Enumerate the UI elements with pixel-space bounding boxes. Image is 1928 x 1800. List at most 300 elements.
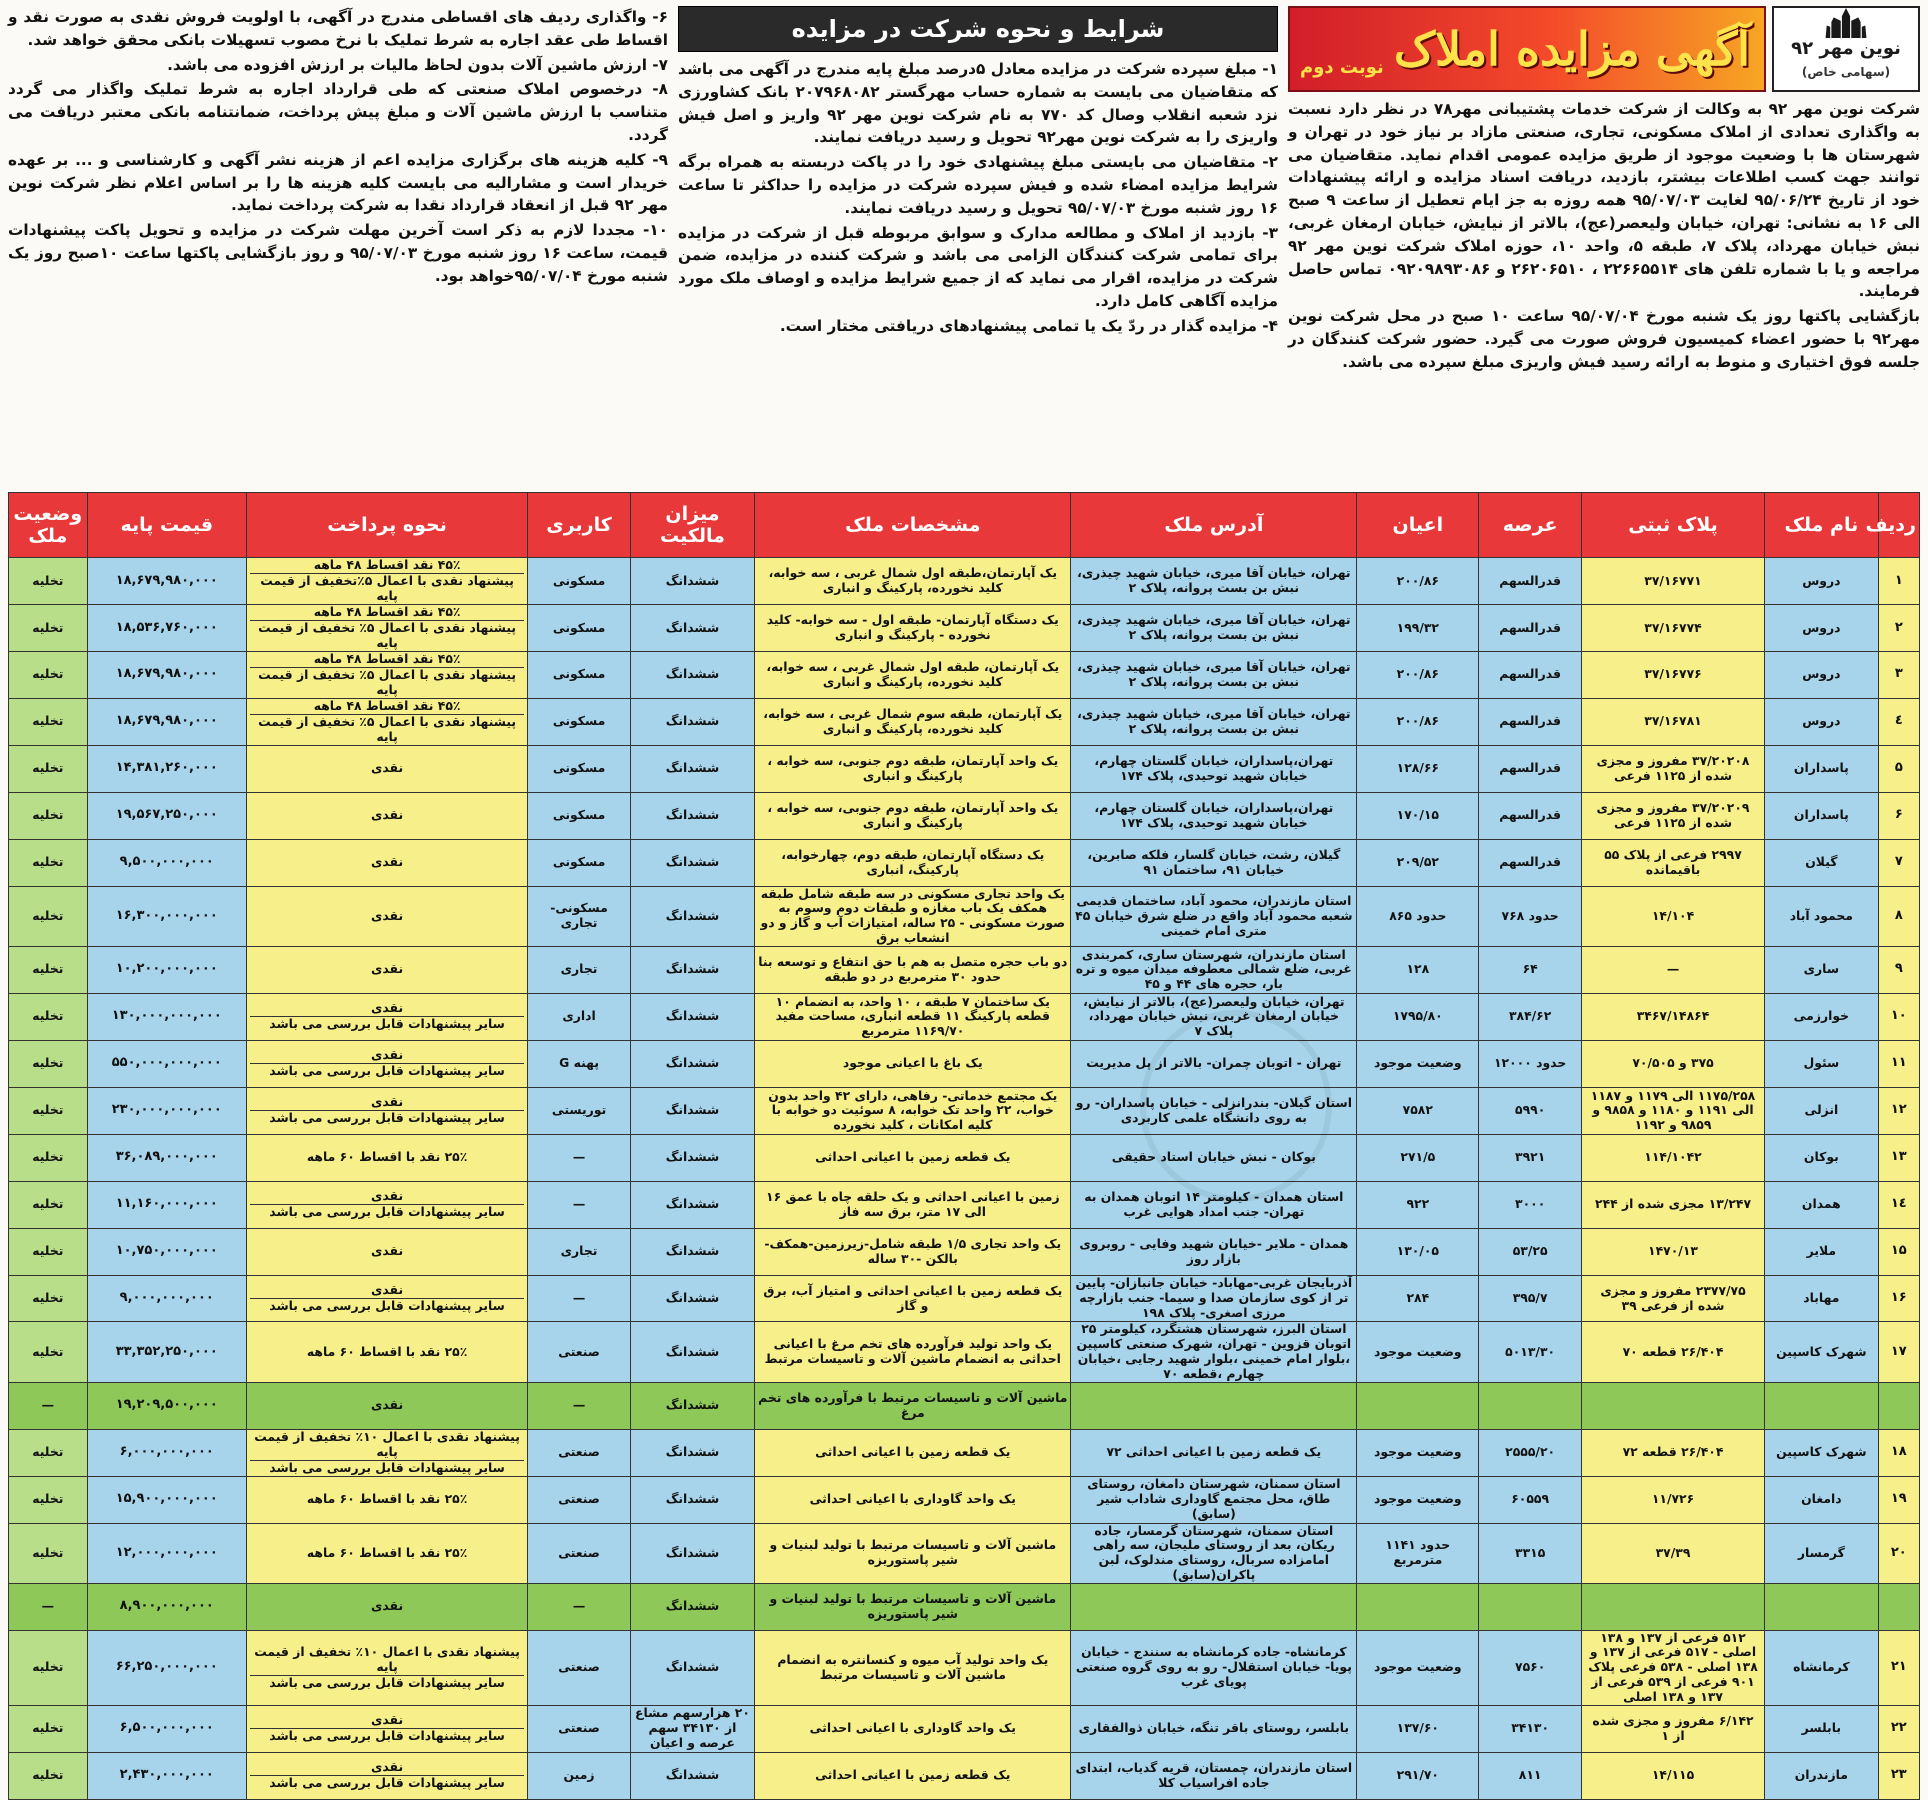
- payment-method: [246, 1583, 527, 1630]
- property-specs: یک مجتمع خدماتی- رفاهی، دارای ۴۲ واحد بدون خواب، ۲۲ واحد تک خوابه، ۸ سوئیت دو خوابه با کلیه امکانات ، کلید نخورده: [755, 1087, 1071, 1134]
- property-address: بوکان - نبش خیابان استاد حقیقی: [1071, 1134, 1357, 1181]
- payment-line: نقدی: [371, 807, 404, 823]
- base-price: ۱۸,۶۷۹,۹۸۰,۰۰۰: [87, 651, 246, 698]
- property-use: پهنه G: [528, 1040, 631, 1087]
- payment-line: پیشنهاد نقدی با اعمال ۵٪ تخفیف از قیمت پایه: [250, 714, 524, 745]
- payment-lines: [250, 1492, 524, 1507]
- payment-line: سایر پیشنهادات قابل بررسی می باشد: [250, 1298, 524, 1314]
- table-row: [9, 604, 1920, 651]
- property-status: —: [9, 1382, 88, 1429]
- table-row: [9, 1752, 1920, 1799]
- payment-method: [246, 993, 527, 1040]
- column-header: اعیان: [1357, 493, 1479, 558]
- building-area: وضعیت موجود: [1357, 1429, 1479, 1476]
- property-address: [1071, 1382, 1357, 1429]
- land-area: ۳۴۱۳۰: [1479, 1705, 1582, 1752]
- table-row: [9, 558, 1920, 605]
- building-area: وضعیت موجود: [1357, 1322, 1479, 1382]
- conditions-column: [678, 6, 1278, 486]
- column-header: ردیف: [1878, 493, 1919, 558]
- table-row: [9, 1630, 1920, 1705]
- property-status: تخلیه: [9, 1181, 88, 1228]
- payment-method: [246, 558, 527, 605]
- property-specs: یک واحد تولید فرآورده های تخم مرغ با اعیانی احداثی به انضمام ماشین آلات و تاسیسات مرتبط: [755, 1322, 1071, 1382]
- payment-line: پیشنهاد نقدی با اعمال ۱۰٪ تخفیف از قیمت پایه: [254, 1643, 520, 1674]
- building-area: ۱۲۸/۶۶: [1357, 745, 1479, 792]
- property-address: همدان - ملایر -خیابان شهید وفایی - روبروی بازار روز: [1071, 1228, 1357, 1275]
- property-status: تخلیه: [9, 745, 88, 792]
- registration-plate: ۳۷/۱۶۷۷۱: [1581, 558, 1764, 605]
- property-name: ساری: [1765, 946, 1878, 993]
- base-price: ۱۸,۵۳۶,۷۶۰,۰۰۰: [87, 604, 246, 651]
- base-price: ۱۸,۶۷۹,۹۸۰,۰۰۰: [87, 558, 246, 605]
- payment-line: سایر پیشنهادات قابل بررسی می باشد: [250, 1063, 524, 1079]
- column-header: آدرس ملک: [1071, 493, 1357, 558]
- column-header: پلاک ثبتی: [1581, 493, 1764, 558]
- property-address: استان گیلان- بندرانزلی - خیابان پاسداران- رو به روی دانشگاه علمی کاربردی: [1071, 1087, 1357, 1134]
- building-area: حدود ۱۱۴۱ مترمربع: [1357, 1523, 1479, 1583]
- land-area: ۲۵۵۵/۲۰: [1479, 1429, 1582, 1476]
- payment-method: [246, 1429, 527, 1476]
- ownership-share: ششدانگ: [630, 1228, 754, 1275]
- property-specs: یک قطعه زمین با اعیانی احداثی: [755, 1134, 1071, 1181]
- payment-method: [246, 1181, 527, 1228]
- property-status: تخلیه: [9, 886, 88, 946]
- ad-round: نوبت دوم: [1300, 57, 1384, 79]
- column-header: نام ملک: [1765, 493, 1878, 558]
- ownership-share: ششدانگ: [630, 558, 754, 605]
- property-name: گیلان: [1765, 839, 1878, 886]
- row-number: ٤: [1878, 698, 1919, 745]
- column-header: مشخصات ملک: [755, 493, 1071, 558]
- land-area: قدرالسهم: [1479, 839, 1582, 886]
- registration-plate: ۱۴/۱۱۵: [1581, 1752, 1764, 1799]
- title-bar: [1288, 6, 1920, 92]
- property-use: —: [528, 1181, 631, 1228]
- property-use: —: [528, 1382, 631, 1429]
- payment-line: سایر پیشنهادات قابل بررسی می باشد: [250, 1460, 524, 1476]
- ownership-share: ششدانگ: [630, 1181, 754, 1228]
- payment-line: پیشنهاد نقدی با اعمال ۵٪ تخفیف از قیمت پایه: [250, 620, 524, 651]
- ownership-share: ششدانگ: [630, 946, 754, 993]
- payment-method: [246, 946, 527, 993]
- base-price: ۱۳۰,۰۰۰,۰۰۰,۰۰۰: [87, 993, 246, 1040]
- property-address: استان البرز، شهرستان هشتگرد، کیلومتر ۲۵ اتوبان قزوین - تهران، شهرک صنعتی کاسپین ،بلوار امام خمینی ،بلوار شهید رجایی ،خیابان چهارم ،قطعه ۷۰: [1071, 1322, 1357, 1382]
- payment-lines: [250, 558, 524, 603]
- base-price: ۶۶,۲۵۰,۰۰۰,۰۰۰: [87, 1630, 246, 1705]
- payment-lines: [250, 761, 524, 776]
- base-price: ۵۵۰,۰۰۰,۰۰۰,۰۰۰: [87, 1040, 246, 1087]
- payment-lines: [250, 1095, 524, 1126]
- building-area: ۲۰۰/۸۶: [1357, 558, 1479, 605]
- land-area: ۶۰۵۵۹: [1479, 1476, 1582, 1523]
- company-logo: [1772, 6, 1920, 92]
- conditions-column-continued: [8, 6, 668, 486]
- property-use: مسکونی: [528, 745, 631, 792]
- land-area: [1479, 1382, 1582, 1429]
- property-status: تخلیه: [9, 558, 88, 605]
- payment-method: [246, 1087, 527, 1134]
- property-status: تخلیه: [9, 1630, 88, 1705]
- payment-line: نقدی: [371, 1397, 404, 1413]
- payment-lines: [250, 1760, 524, 1791]
- property-use: زمین: [528, 1752, 631, 1799]
- property-name: محمود آباد: [1765, 886, 1878, 946]
- payment-method: [246, 1523, 527, 1583]
- property-address: تهران، خیابان آقا میری، خیابان شهید چیذری، نبش بن بست پروانه، پلاک ۲: [1071, 558, 1357, 605]
- payment-line: ۲۵٪ نقد با اقساط ۶۰ ماهه: [306, 1544, 468, 1560]
- property-use: صنعتی: [528, 1523, 631, 1583]
- table-row: [9, 698, 1920, 745]
- base-price: ۱۰,۷۵۰,۰۰۰,۰۰۰: [87, 1228, 246, 1275]
- land-area: [1479, 1583, 1582, 1630]
- ownership-share: ششدانگ: [630, 1630, 754, 1705]
- building-area: وضعیت موجود: [1357, 1476, 1479, 1523]
- property-specs: ماشین آلات و تاسیسات مرتبط با تولید لبنیات و شیر پاستوریزه: [755, 1523, 1071, 1583]
- registration-plate: ۱۴۷۰/۱۳: [1581, 1228, 1764, 1275]
- payment-lines: [250, 1713, 524, 1744]
- building-area: ۲۸۴: [1357, 1275, 1479, 1322]
- ad-top-section: [8, 6, 1920, 486]
- table-row: [9, 886, 1920, 946]
- property-status: تخلیه: [9, 946, 88, 993]
- property-specs: یک واحد آپارتمان، طبقه دوم جنوبی، سه خوابه ، پارکینگ و انباری: [755, 792, 1071, 839]
- row-number: ۲۱: [1878, 1630, 1919, 1705]
- property-use: مسکونی: [528, 558, 631, 605]
- property-address: تهران،پاسداران، خیابان گلستان چهارم، خیابان شهید توحیدی، پلاک ۱۷۴: [1071, 745, 1357, 792]
- land-area: ۵۳/۲۵: [1479, 1228, 1582, 1275]
- property-use: توریستی: [528, 1087, 631, 1134]
- payment-method: [246, 1752, 527, 1799]
- registration-plate: ۳۷/۱۶۷۸۱: [1581, 698, 1764, 745]
- row-number: ۱۲: [1878, 1087, 1919, 1134]
- payment-lines: [250, 1001, 524, 1032]
- row-number: ۱۹: [1878, 1476, 1919, 1523]
- registration-plate: ۳۷/۱۶۷۷۴: [1581, 604, 1764, 651]
- property-address: تهران،پاسداران، خیابان گلستان چهارم، خیابان شهید توحیدی، پلاک ۱۷۴: [1071, 792, 1357, 839]
- table-row: [9, 1228, 1920, 1275]
- row-number: ۱۱: [1878, 1040, 1919, 1087]
- payment-line: ۴۵٪ نقد اقساط ۴۸ ماهه: [313, 604, 461, 620]
- registration-plate: ۲۳۷۷/۷۵ مفروز و مجزی شده از فرعی ۳۹: [1581, 1275, 1764, 1322]
- property-specs: یک آپارتمان، طبقه سوم شمال غربی ، سه خوابه، کلید نخورده، پارکینگ و انباری: [755, 698, 1071, 745]
- property-status: تخلیه: [9, 1429, 88, 1476]
- property-status: تخلیه: [9, 1705, 88, 1752]
- building-area: وضعیت موجود: [1357, 1630, 1479, 1705]
- property-use: مسکونی: [528, 651, 631, 698]
- property-specs: یک واحد تولید آب میوه و کنسانتره به انضمام ماشین آلات و تاسیسات مرتبط: [755, 1630, 1071, 1705]
- ownership-share: ششدانگ: [630, 1382, 754, 1429]
- property-name: بابلسر: [1765, 1705, 1878, 1752]
- row-number: [1878, 1583, 1919, 1630]
- registration-plate: ۱۴/۱۰۴: [1581, 886, 1764, 946]
- property-address: کرمانشاه- جاده کرمانشاه به سنندج - خیابان پویا- خیابان استقلال- رو به روی گروه صنعتی پویای غرب: [1071, 1630, 1357, 1705]
- base-price: ۹,۵۰۰,۰۰۰,۰۰۰: [87, 839, 246, 886]
- building-area: ۹۲۲: [1357, 1181, 1479, 1228]
- ownership-share: ششدانگ: [630, 651, 754, 698]
- land-area: ۳۹۵/۷: [1479, 1275, 1582, 1322]
- property-name: مازندران: [1765, 1752, 1878, 1799]
- row-number: ۱٤: [1878, 1181, 1919, 1228]
- registration-plate: ۱۱۷۵/۲۵۸ الی ۱۱۷۹ و ۱۱۸۷ الی ۱۱۹۱ و ۱۱۸۰ و ۹۸۵۸ و ۹۸۵۹ و ۱۱۹۲: [1581, 1087, 1764, 1134]
- property-status: تخلیه: [9, 792, 88, 839]
- row-number: ۱۷: [1878, 1322, 1919, 1382]
- ownership-share: ششدانگ: [630, 839, 754, 886]
- condition-item: ۸- درخصوص املاک صنعتی که طی قرارداد اجاره به شرط تملیک واگذار می گردد متناسب با ارزش ماشین آلات و مبلغ پیش پرداخت، ضمانتنامه بانکی معتبر دریافت می گردد.: [8, 80, 668, 144]
- payment-method: [246, 1275, 527, 1322]
- property-name: گرمسار: [1765, 1523, 1878, 1583]
- property-specs: یک باغ با اعیانی موجود: [755, 1040, 1071, 1087]
- table-row: [9, 1476, 1920, 1523]
- column-header: میزان مالکیت: [630, 493, 754, 558]
- building-area: ۱۹۹/۳۲: [1357, 604, 1479, 651]
- building-area: ۲۹۱/۷۰: [1357, 1752, 1479, 1799]
- table-row: [9, 946, 1920, 993]
- property-use: صنعتی: [528, 1476, 631, 1523]
- ownership-share: ششدانگ: [630, 792, 754, 839]
- payment-line: نقدی: [371, 907, 404, 923]
- registration-plate: ۱۳/۲۴۷ مجزی شده از ۲۴۴: [1581, 1181, 1764, 1228]
- property-use: اداری: [528, 993, 631, 1040]
- property-status: تخلیه: [9, 1134, 88, 1181]
- condition-item: ۱- مبلغ سپرده شرکت در مزایده معادل ۵درصد مبلغ پایه مندرج در آگهی می باشد که متقاضیان می بایست به شماره حساب مهرگستر ۲۰۷۹۶۸۰۸۲ بانک کشاورزی نزد شعبه انقلاب وصال کد ۷۷۰ به نام شرکت نوین مهر ۹۲ واریز و اصل فیش واریزی را به شرکت نوین مهر۹۲ تحویل و رسید دریافت نمایند.: [678, 60, 1278, 147]
- payment-method: [246, 1476, 527, 1523]
- payment-line: ۴۵٪ نقد اقساط ۴۸ ماهه: [313, 651, 461, 667]
- registration-plate: ۲۶/۴۰۴ قطعه ۷۰: [1581, 1322, 1764, 1382]
- property-name: شهرک کاسپین: [1765, 1429, 1878, 1476]
- payment-line: سایر پیشنهادات قابل بررسی می باشد: [250, 1775, 524, 1791]
- row-number: ۱: [1878, 558, 1919, 605]
- property-address: تهران - اتوبان چمران- بالاتر از پل مدیریت: [1071, 1040, 1357, 1087]
- registration-plate: ۱۱۴/۱۰۴۲: [1581, 1134, 1764, 1181]
- building-area: ۱۲۸: [1357, 946, 1479, 993]
- intro-paragraph: بازگشایی پاکتها روز یک شنبه مورخ ۹۵/۰۷/۰۴ ساعت ۱۰ صبح در محل شرکت نوین مهر۹۲ با حضور اعضاء کمیسیون فروش صورت می گیرد. حضور شرکت کنندگان در جلسه فوق اختیاری و منوط به ارائه رسید فیش واریزی مبلغ سپرده می باشد.: [1288, 307, 1920, 371]
- condition-item: ۱۰- مجددا لازم به ذکر است آخرین مهلت شرکت در مزایده و تحویل پاکت پیشنهادات قیمت، ساعت ۱۶ روز شنبه مورخ ۹۵/۰۷/۰۳ و روز بازگشایی پاکتها ساعت ۱۰صبح روز یک شنبه مورخ ۹۵/۰۷/۰۴خواهد بود.: [8, 221, 669, 285]
- land-area: ۷۵۶۰: [1479, 1630, 1582, 1705]
- building-area: ۲۰۰/۸۶: [1357, 651, 1479, 698]
- payment-lines: [250, 1189, 524, 1220]
- property-status: تخلیه: [9, 1275, 88, 1322]
- property-use: مسکونی: [528, 792, 631, 839]
- condition-item: ۹- کلیه هزینه های برگزاری مزایده اعم از هزینه نشر آگهی و کارشناسی و ... بر عهده خریدار است و مشارالیه می بایست کلیه هزینه ها را بر اساس اعلام نظر شرکت نوین مهر ۹۲ قبل از انعقاد قرارداد نقدا به شرکت پرداخت نماید.: [8, 150, 668, 215]
- registration-plate: ۳۷/۲۰۲۰۹ مفروز و مجزی شده از ۱۱۲۵ فرعی: [1581, 792, 1764, 839]
- registration-plate: [1581, 1382, 1764, 1429]
- payment-method: [246, 604, 527, 651]
- property-use: تجاری: [528, 946, 631, 993]
- payment-line: سایر پیشنهادات قابل بررسی می باشد: [250, 1110, 524, 1126]
- payment-line: نقدی: [371, 854, 404, 870]
- payment-line: نقدی: [371, 1598, 404, 1614]
- table-row: [9, 993, 1920, 1040]
- payment-lines: [250, 605, 524, 650]
- registration-plate: —: [1581, 946, 1764, 993]
- property-address: استان همدان - کیلومتر ۱۴ اتوبان همدان به تهران- جنب امداد هوایی غرب: [1071, 1181, 1357, 1228]
- base-price: ۱۲,۰۰۰,۰۰۰,۰۰۰: [87, 1523, 246, 1583]
- building-area: ۱۳۰/۰۵: [1357, 1228, 1479, 1275]
- property-name: پاسداران: [1765, 792, 1878, 839]
- property-name: دروس: [1765, 651, 1878, 698]
- building-area: ۱۷۹۵/۸۰: [1357, 993, 1479, 1040]
- property-status: تخلیه: [9, 1040, 88, 1087]
- ownership-share: ششدانگ: [630, 1583, 754, 1630]
- registration-plate: ۵۱۲ فرعی از ۱۳۷ و ۱۳۸ اصلی - ۵۱۷ فرعی از ۱۳۷ و ۱۳۸ اصلی - ۵۳۸ فرعی پلاک ۹۰۱ فرعی از ۵۳۹ فرعی از ۱۳۷ و ۱۳۸ اصلی: [1581, 1630, 1764, 1705]
- property-address: تهران، خیابان آقا میری، خیابان شهید چیذری، نبش بن بست پروانه، پلاک ۲: [1071, 651, 1357, 698]
- property-use: مسکونی: [528, 839, 631, 886]
- payment-line: سایر پیشنهادات قابل بررسی می باشد: [250, 1016, 524, 1032]
- payment-line: سایر پیشنهادات قابل بررسی می باشد: [250, 1728, 524, 1744]
- payment-method: [246, 1228, 527, 1275]
- table-row: [9, 1382, 1920, 1429]
- base-price: ۳۶,۰۸۹,۰۰۰,۰۰۰: [87, 1134, 246, 1181]
- building-area: ۱۳۷/۶۰: [1357, 1705, 1479, 1752]
- registration-plate: ۶/۱۴۲ مفروز و مجزی شده از ۱: [1581, 1705, 1764, 1752]
- property-name: پاسداران: [1765, 745, 1878, 792]
- payment-lines: [250, 1283, 524, 1314]
- land-area: ۳۹۲۱: [1479, 1134, 1582, 1181]
- table-row: [9, 651, 1920, 698]
- row-number: ۹: [1878, 946, 1919, 993]
- row-number: ۷: [1878, 839, 1919, 886]
- property-specs: ماشین آلات و تاسیسات مرتبط با فرآورده های تخم مرغ: [755, 1382, 1071, 1429]
- building-area: حدود ۸۶۵: [1357, 886, 1479, 946]
- building-area: [1357, 1583, 1479, 1630]
- property-name: ملایر: [1765, 1228, 1878, 1275]
- property-address: آذربایجان غربی-مهاباد- خیابان جانبازان- پایین تر از کوی سازمان صدا و سیما- جنب بازارچه مرزی اصغری- پلاک ۱۹۸: [1071, 1275, 1357, 1322]
- registration-plate: ۳۷/۳۹: [1581, 1523, 1764, 1583]
- land-area: قدرالسهم: [1479, 604, 1582, 651]
- payment-lines: [250, 652, 524, 697]
- property-use: مسکونی: [528, 604, 631, 651]
- payment-lines: [250, 1599, 524, 1614]
- row-number: ۶: [1878, 792, 1919, 839]
- land-area: حدود ۷۶۸: [1479, 886, 1582, 946]
- land-area: قدرالسهم: [1479, 698, 1582, 745]
- registration-plate: ۳۷/۲۰۲۰۸ مفروز و مجزی شده از ۱۱۲۵ فرعی: [1581, 745, 1764, 792]
- payment-line: ۲۵٪ نقد با اقساط ۶۰ ماهه: [306, 1343, 468, 1359]
- registration-plate: ۱۱/۷۲۶: [1581, 1476, 1764, 1523]
- payment-lines: [250, 855, 524, 870]
- ad-title-banner: [1288, 6, 1766, 92]
- ownership-share: ششدانگ: [630, 1275, 754, 1322]
- property-specs: زمین با اعیانی احداثی و یک حلقه چاه با عمق ۱۶ الی ۱۷ متر، برق سه فاز: [755, 1181, 1071, 1228]
- base-price: ۱۹,۵۶۷,۲۵۰,۰۰۰: [87, 792, 246, 839]
- ownership-share: ششدانگ: [630, 1429, 754, 1476]
- ownership-share: ششدانگ: [630, 1322, 754, 1382]
- payment-line: نقدی: [371, 1243, 404, 1259]
- row-number: ۸: [1878, 886, 1919, 946]
- payment-line: نقدی: [371, 1000, 404, 1016]
- property-specs: یک واحد گاوداری با اعیانی احداثی: [755, 1476, 1071, 1523]
- ownership-share: ششدانگ: [630, 698, 754, 745]
- property-use: مسکونی- تجاری: [528, 886, 631, 946]
- building-logo-icon: [1811, 8, 1881, 38]
- property-address: بابلسر، روستای باقر تنگه، خیابان ذوالفقاری: [1071, 1705, 1357, 1752]
- payment-line: نقدی: [371, 1712, 404, 1728]
- property-specs: یک دستگاه آپارتمان- طبقه اول - سه خوابه- کلید نخورده - پارکینگ و انباری: [755, 604, 1071, 651]
- property-name: دروس: [1765, 604, 1878, 651]
- building-area: ۱۷۰/۱۵: [1357, 792, 1479, 839]
- property-specs: یک واحد تجاری ۱/۵ طبقه شامل-زیرزمین-همکف-بالکن -۳۰ ساله: [755, 1228, 1071, 1275]
- payment-line: سایر پیشنهادات قابل بررسی می باشد: [250, 1204, 524, 1220]
- base-price: ۶,۰۰۰,۰۰۰,۰۰۰: [87, 1429, 246, 1476]
- property-address: استان مازندران، محمود آباد، ساختمان قدیمی شعبه محمود آباد واقع در ضلع شرق خیابان ۴۵ متری امام خمینی: [1071, 886, 1357, 946]
- property-specs: یک قطعه زمین با اعیانی احداثی: [755, 1752, 1071, 1799]
- property-status: تخلیه: [9, 1087, 88, 1134]
- base-price: ۳۳,۳۵۲,۲۵۰,۰۰۰: [87, 1322, 246, 1382]
- row-number: ۵: [1878, 745, 1919, 792]
- payment-lines: [250, 1048, 524, 1079]
- table-row: [9, 1040, 1920, 1087]
- land-area: ۳۰۰۰: [1479, 1181, 1582, 1228]
- property-use: —: [528, 1134, 631, 1181]
- condition-item: ۲- متقاضیان می بایستی مبلغ پیشنهادی خود را در پاکت دربسته به همراه برگه شرایط مزایده امضاء شده و فیش سپرده شرکت در مزایده را حداکثر تا ساعت ۱۶ روز شنبه مورخ ۹۵/۰۷/۰۳ تحویل و رسید دریافت نمایند.: [678, 153, 1278, 217]
- payment-method: [246, 1322, 527, 1382]
- property-address: یک قطعه زمین با اعیانی احداثی ۷۲: [1071, 1429, 1357, 1476]
- column-header: کاربری: [528, 493, 631, 558]
- building-area: وضعیت موجود: [1357, 1040, 1479, 1087]
- payment-lines: [250, 1150, 524, 1165]
- payment-lines: [250, 1345, 524, 1360]
- payment-line: پیشنهاد نقدی با اعمال ۵٪ تخفیف از قیمت پایه: [250, 667, 524, 698]
- payment-line: ۴۵٪ نقد اقساط ۴۸ ماهه: [313, 557, 461, 573]
- base-price: ۶,۵۰۰,۰۰۰,۰۰۰: [87, 1705, 246, 1752]
- property-use: صنعتی: [528, 1429, 631, 1476]
- table-row: [9, 792, 1920, 839]
- column-header: عرصه: [1479, 493, 1582, 558]
- property-name: همدان: [1765, 1181, 1878, 1228]
- property-name: [1765, 1583, 1878, 1630]
- condition-item: ۷- ارزش ماشین آلات بدون لحاظ مالیات بر ارزش افزوده می باشد.: [167, 55, 668, 74]
- base-price: ۱۶,۳۰۰,۰۰۰,۰۰۰: [87, 886, 246, 946]
- property-name: سئول: [1765, 1040, 1878, 1087]
- table-row: [9, 1322, 1920, 1382]
- property-status: تخلیه: [9, 651, 88, 698]
- payment-lines: [250, 1398, 524, 1413]
- property-name: خوارزمی: [1765, 993, 1878, 1040]
- payment-line: ۲۵٪ نقد با اقساط ۶۰ ماهه: [306, 1491, 468, 1507]
- row-number: ۱۵: [1878, 1228, 1919, 1275]
- row-number: ۲: [1878, 604, 1919, 651]
- payment-method: [246, 1134, 527, 1181]
- payment-lines: [250, 808, 524, 823]
- table-header-row: [9, 493, 1920, 558]
- ownership-share: ششدانگ: [630, 993, 754, 1040]
- payment-line: ۴۵٪ نقد اقساط ۴۸ ماهه: [313, 698, 461, 714]
- base-price: ۲,۴۳۰,۰۰۰,۰۰۰: [87, 1752, 246, 1799]
- property-address: استان سمنان، شهرستان گرمسار، جاده ریکان، بعد از روستای ملیجان، سه راهی امامزاده سربال، روستای مندلوک، لبن پاکران(سابق): [1071, 1523, 1357, 1583]
- payment-lines: [250, 1546, 524, 1561]
- land-area: قدرالسهم: [1479, 558, 1582, 605]
- ownership-share: ششدانگ: [630, 1752, 754, 1799]
- property-address: تهران، خیابان آقا میری، خیابان شهید چیذری، نبش بن بست پروانه، پلاک ۲: [1071, 698, 1357, 745]
- base-price: ۲۳۰,۰۰۰,۰۰۰,۰۰۰: [87, 1087, 246, 1134]
- base-price: ۸,۹۰۰,۰۰۰,۰۰۰: [87, 1583, 246, 1630]
- ownership-share: ششدانگ: [630, 604, 754, 651]
- land-area: ۶۴: [1479, 946, 1582, 993]
- row-number: ۲۳: [1878, 1752, 1919, 1799]
- property-specs: ماشین آلات و تاسیسات مرتبط با تولید لبنیات و شیر پاستوریزه: [755, 1583, 1071, 1630]
- building-area: ۲۰۹/۵۲: [1357, 839, 1479, 886]
- condition-item: ۳- بازدید از املاک و مطالعه مدارک و سوابق مربوطه قبل از شرکت در مزایده برای تمامی شرکت کنندگان الزامی می باشد و شرکت کننده در مزایده، ضمن شرکت در مزایده، اقرار می نماید که از جمیع شرایط مزایده و اوصاف ملک مورد مزایده آگاهی کامل دارد.: [678, 223, 1278, 310]
- registration-plate: ۳۴۶۷/۱۴۸۶۴: [1581, 993, 1764, 1040]
- land-area: حدود ۱۲۰۰۰: [1479, 1040, 1582, 1087]
- base-price: ۱۹,۲۰۹,۵۰۰,۰۰۰: [87, 1382, 246, 1429]
- property-status: تخلیه: [9, 604, 88, 651]
- property-use: —: [528, 1275, 631, 1322]
- condition-item: ۶- واگذاری ردیف های اقساطی مندرج در آگهی، با اولویت فروش نقدی به صورت نقد و اقساط طی عقد اجاره به شرط تملیک با نرخ مصوب تسهیلات بانکی محقق خواهد شد.: [8, 8, 668, 49]
- property-address: [1071, 1583, 1357, 1630]
- base-price: ۱۱,۱۶۰,۰۰۰,۰۰۰: [87, 1181, 246, 1228]
